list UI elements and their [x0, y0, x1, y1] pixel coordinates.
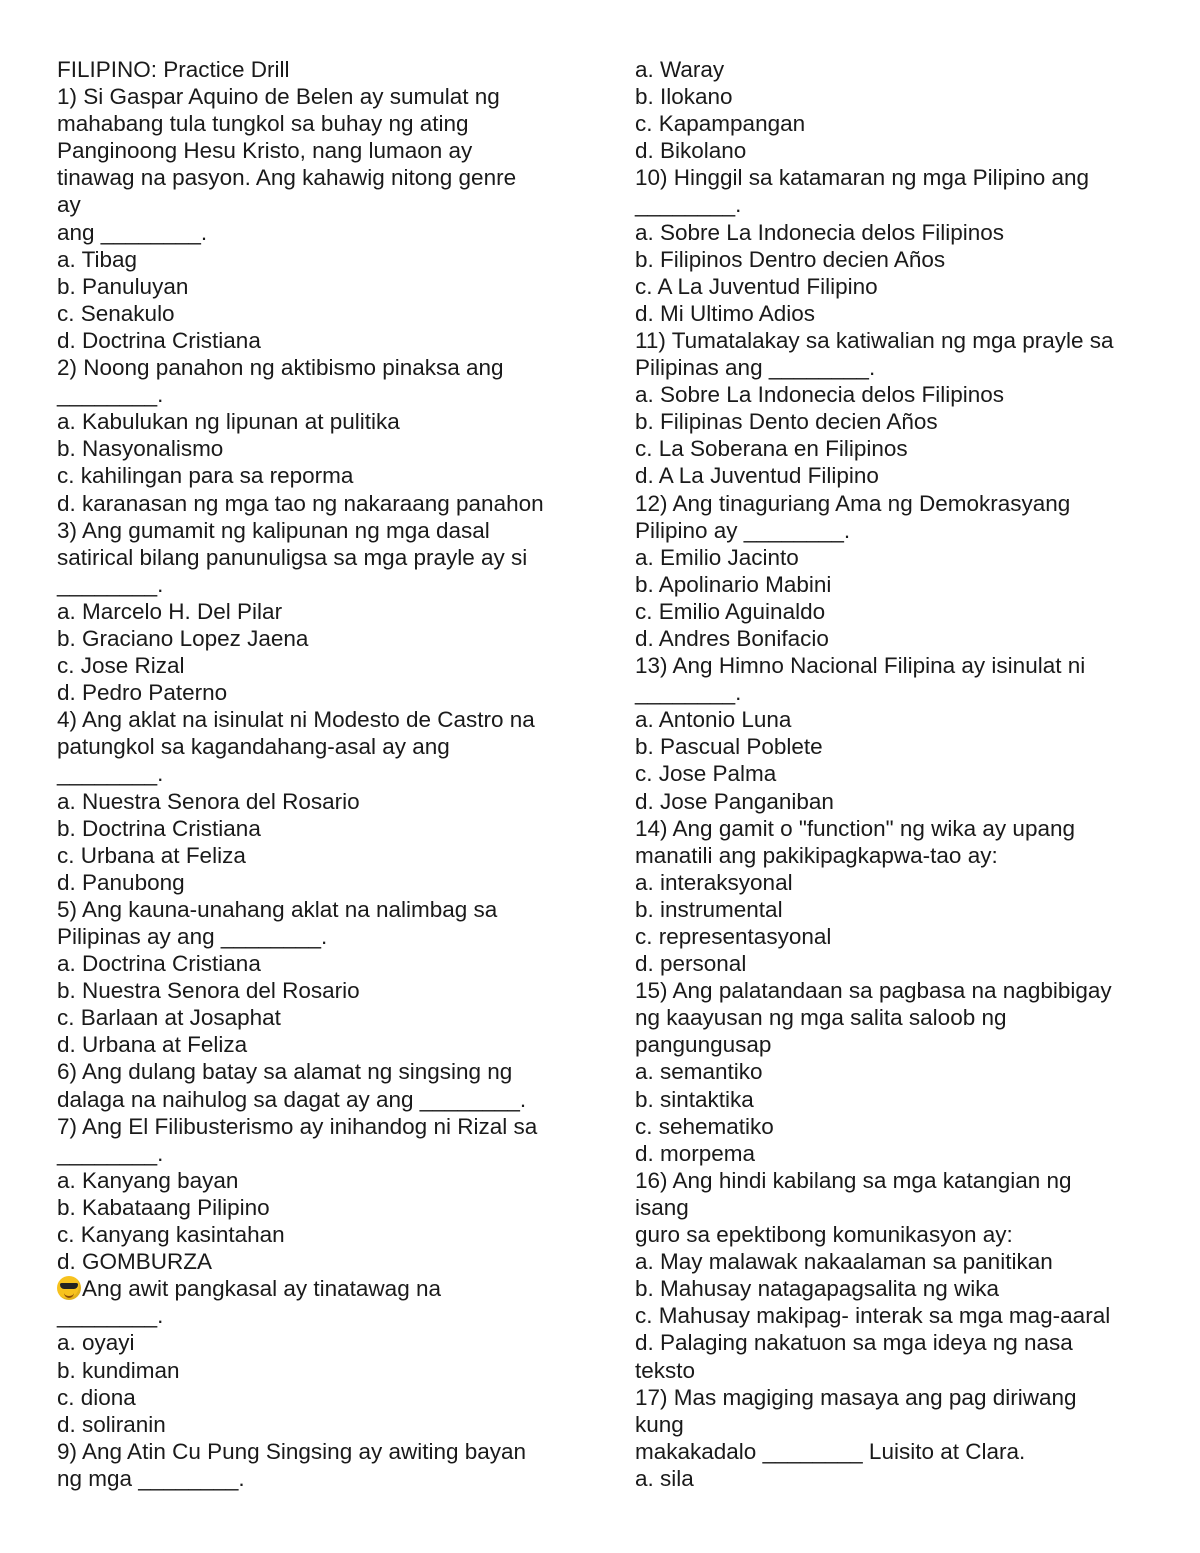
text-line: d. Pedro Paterno — [57, 680, 228, 706]
text-line: d. Palaging nakatuon sa mga ideya ng nasa — [635, 1330, 1073, 1356]
text-line: c. diona — [57, 1384, 136, 1410]
text-line: 14) Ang gamit o "function" ng wika ay upang — [635, 815, 1076, 841]
text-line: a. Marcelo H. Del Pilar — [57, 598, 283, 624]
text-line: 7) Ang El Filibusterismo ay inihandog ni Rizal sa — [57, 1113, 538, 1139]
text-line: a. Antonio Luna — [635, 707, 792, 733]
text-line: a. Nuestra Senora del Rosario — [57, 788, 360, 814]
text-line: a. Sobre La Indonecia delos Filipinos — [635, 219, 1004, 245]
text-line: dalaga na naihulog sa dagat ay ang ________. — [57, 1086, 527, 1112]
text-line: 9) Ang Atin Cu Pung Singsing ay awiting bayan — [57, 1438, 527, 1464]
text-line: ng mga ________. — [57, 1465, 245, 1491]
text-line: c. A La Juventud Filipino — [635, 273, 878, 299]
text-line — [57, 1275, 577, 1302]
text-line: 4) Ang aklat na isinulat ni Modesto de Castro na — [57, 707, 535, 733]
text-line: d. karanasan ng mga tao ng nakaraang panahon — [57, 490, 544, 516]
text-line: c. sehematiko — [635, 1113, 774, 1139]
text-line: FILIPINO: Practice Drill — [57, 57, 290, 82]
text-line: 3) Ang gumamit ng kalipunan ng mga dasal — [57, 517, 490, 543]
text-line: ________. — [57, 1303, 164, 1329]
text-line: b. Graciano Lopez Jaena — [57, 625, 309, 651]
text-line: patungkol sa kagandahang-asal ay ang — [57, 734, 450, 760]
text-line: c. Urbana at Feliza — [57, 842, 246, 868]
text-line: tinawag na pasyon. Ang kahawig nitong genre — [57, 165, 517, 191]
text-line: ________. — [57, 761, 164, 787]
text-line: teksto — [635, 1357, 696, 1383]
text-line: d. soliranin — [57, 1411, 166, 1437]
text-line: b. Nasyonalismo — [57, 436, 224, 462]
text-line: b. Doctrina Cristiana — [57, 815, 261, 841]
text-line: c. Mahusay makipag- interak sa mga mag-aaral — [635, 1303, 1111, 1329]
text-line: 11) Tumatalakay sa katiwalian ng mga prayle sa — [635, 327, 1114, 353]
text-line: ________. — [57, 571, 164, 597]
left-column — [57, 56, 577, 1492]
text-line: ay — [57, 192, 81, 218]
text-line: 2) Noong panahon ng aktibismo pinaksa ang — [57, 355, 504, 381]
text-line: d. Doctrina Cristiana — [57, 327, 261, 353]
text-line: a. Kabulukan ng lipunan at pulitika — [57, 409, 400, 435]
text-line: a. Kanyang bayan — [57, 1167, 239, 1193]
text-line: b. Filipinos Dentro decien Años — [635, 246, 946, 272]
right-column — [635, 56, 1155, 1492]
text-line: ________. — [57, 382, 164, 408]
text-line: a. Doctrina Cristiana — [57, 951, 261, 977]
text-line: b. Apolinario Mabini — [635, 571, 832, 597]
text-line: d. morpema — [635, 1140, 756, 1166]
text-line: d. personal — [635, 951, 747, 977]
text-line: c. La Soberana en Filipinos — [635, 436, 908, 462]
text-line: a. oyayi — [57, 1330, 135, 1356]
text-line: d. Bikolano — [635, 138, 747, 164]
text-line: c. Senakulo — [57, 300, 175, 326]
text-line: 1) Si Gaspar Aquino de Belen ay sumulat ng — [57, 84, 500, 110]
text-line: a. interaksyonal — [635, 869, 793, 895]
text-line: a. Sobre La Indonecia delos Filipinos — [635, 382, 1004, 408]
text-line: mahabang tula tungkol sa buhay ng ating — [57, 111, 469, 137]
text-line: c. Barlaan at Josaphat — [57, 1005, 281, 1031]
text-line: c. Emilio Aguinaldo — [635, 598, 826, 624]
text-line: a. sila — [635, 1465, 694, 1491]
text-line: a. Tibag — [57, 246, 138, 272]
text-line: c. kahilingan para sa reporma — [57, 463, 354, 489]
text-line-content: Ang awit pangkasal ay tinatawag na — [82, 1276, 441, 1302]
text-line: b. sintaktika — [635, 1086, 754, 1112]
text-line: b. Mahusay natagapagsalita ng wika — [635, 1276, 999, 1302]
text-line: Pilipinas ang ________. — [635, 355, 876, 381]
text-line: b. Ilokano — [635, 84, 733, 110]
smiling-face-with-sunglasses-icon — [57, 1276, 81, 1300]
text-line: isang — [635, 1194, 689, 1220]
text-line: d. Mi Ultimo Adios — [635, 300, 816, 326]
text-line: b. Panuluyan — [57, 273, 189, 299]
text-line: ________. — [57, 1140, 164, 1166]
text-line: b. Kabataang Pilipino — [57, 1194, 270, 1220]
text-line: 13) Ang Himno Nacional Filipina ay isinulat ni — [635, 653, 1086, 679]
text-line: c. Jose Palma — [635, 761, 777, 787]
text-line: b. Pascual Poblete — [635, 734, 823, 760]
text-line: ng kaayusan ng mga salita saloob ng — [635, 1005, 1007, 1031]
text-line: pangungusap — [635, 1032, 772, 1058]
text-line: d. Jose Panganiban — [635, 788, 834, 814]
text-line: ________. — [635, 680, 742, 706]
text-line: a. Waray — [635, 57, 725, 82]
text-line: manatili ang pakikipagkapwa-tao ay: — [635, 842, 998, 868]
text-line: c. Kanyang kasintahan — [57, 1222, 285, 1248]
text-line: 17) Mas magiging masaya ang pag diriwang — [635, 1384, 1077, 1410]
text-line: d. Andres Bonifacio — [635, 625, 829, 651]
text-line: 6) Ang dulang batay sa alamat ng singsing ng — [57, 1059, 513, 1085]
text-line: Pilipinas ay ang ________. — [57, 924, 328, 949]
text-line: Panginoong Hesu Kristo, nang lumaon ay — [57, 138, 473, 164]
text-line: c. Kapampangan — [635, 111, 806, 137]
text-line: 15) Ang palatandaan sa pagbasa na nagbibigay — [635, 978, 1112, 1004]
text-line: d. A La Juventud Filipino — [635, 463, 879, 489]
text-line: c. Jose Rizal — [57, 653, 185, 679]
text-line: ________. — [635, 192, 742, 218]
text-line: d. Panubong — [57, 869, 185, 895]
text-line: b. instrumental — [635, 896, 783, 922]
text-line: c. representasyonal — [635, 924, 832, 949]
text-line: a. Emilio Jacinto — [635, 544, 799, 570]
text-line: d. Urbana at Feliza — [57, 1032, 248, 1058]
text-line: b. Filipinas Dento decien Años — [635, 409, 938, 435]
text-line: 10) Hinggil sa katamaran ng mga Pilipino ang — [635, 165, 1090, 191]
text-line: 5) Ang kauna-unahang aklat na nalimbag sa — [57, 896, 498, 922]
text-line: a. May malawak nakaalaman sa panitikan — [635, 1249, 1053, 1275]
text-line: 12) Ang tinaguriang Ama ng Demokrasyang — [635, 490, 1071, 516]
text-line: b. Nuestra Senora del Rosario — [57, 978, 360, 1004]
text-line: ang ________. — [57, 219, 208, 245]
text-line: makakadalo ________ Luisito at Clara. — [635, 1438, 1026, 1464]
text-line: guro sa epektibong komunikasyon ay: — [635, 1222, 1013, 1248]
text-line: d. GOMBURZA — [57, 1249, 213, 1275]
text-line: 16) Ang hindi kabilang sa mga katangian ng — [635, 1167, 1072, 1193]
text-line: kung — [635, 1411, 684, 1437]
text-line: satirical bilang panunuligsa sa mga prayle ay si — [57, 544, 528, 570]
text-line: Pilipino ay ________. — [635, 517, 851, 543]
text-line: b. kundiman — [57, 1357, 180, 1383]
text-line: a. semantiko — [635, 1059, 763, 1085]
